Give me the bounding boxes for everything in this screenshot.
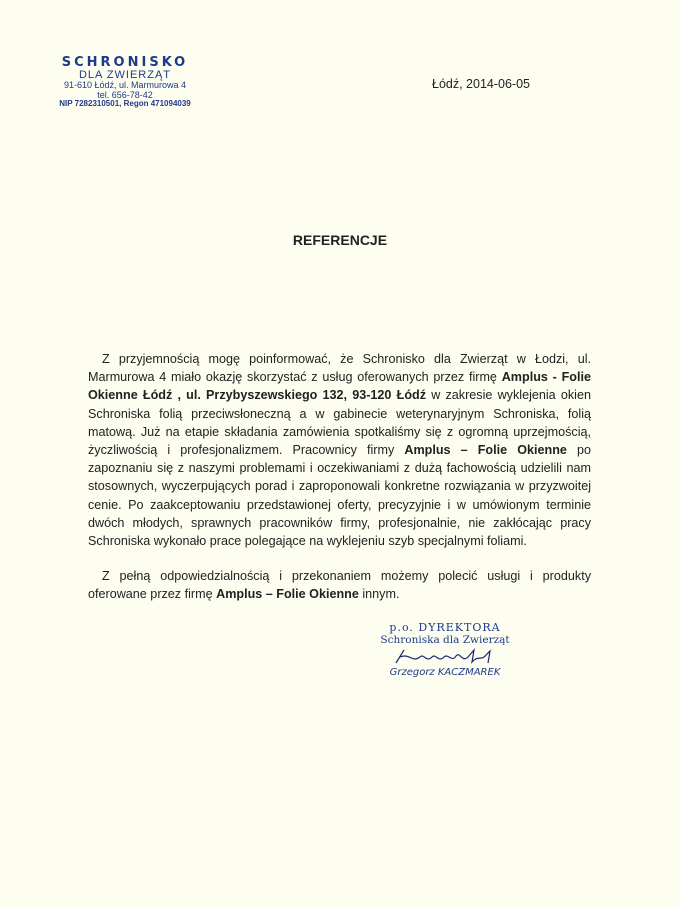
letter-body — [88, 350, 591, 604]
stamp-phone: tel. 656-78-42 — [97, 89, 153, 100]
p1-text: Z przyjemnością mogę poinformować, że Schronisko dla Zwierząt w Łodzi, ul. Marmurowa 4 miało okazję skorzystać z usług oferowanych przez firmę — [88, 352, 591, 385]
signature-name: Grzegorz KACZMAREK — [389, 666, 501, 678]
p1-company: Amplus – Folie Okienne — [404, 443, 567, 458]
p2-text: innym. — [358, 587, 400, 602]
p2-company: Amplus – Folie Okienne — [216, 587, 359, 602]
stamp-ids: NIP 7282310501, Regon 471094039 — [59, 99, 191, 109]
paragraph-1 — [88, 350, 591, 550]
handwritten-signature — [360, 647, 530, 667]
signature-stamp — [360, 621, 530, 679]
signature-org: Schroniska dla Zwierząt — [380, 634, 510, 647]
letter-date: Łódź, 2014-06-05 — [432, 77, 530, 91]
p1-text: w zakresie wyklejenia okien Schroniska folią przeciwsłoneczną a w gabinecie weterynaryjnym Schroniska, folią matową. Już na etapie składania zamówienia spotkaliśmy się z ogromną uprzejmością, życzliwością i profesjonalizmem. Pracownicy firmy — [88, 388, 591, 458]
stamp-subtitle: DLA ZWIERZĄT — [78, 68, 172, 81]
p1-text: po zapoznaniu się z naszymi problemami i oczekiwaniami z dużą fachowością udzielili nam stosownych, wyczerpujących porad i zaproponowali konkretne rozwiązania w przyzwoitej cenie. Po zaakceptowaniu przedstawionej oferty, precyzyjnie i w umówionym terminie dwóch młodych, sprawnych pracowników firmy, profesjonalnie, nie zakłócając pracy Schroniska wykonało prace polegające na wyklejeniu szyb specjalnymi foliami. — [88, 443, 592, 549]
stamp-name: SCHRONISKO — [61, 55, 189, 70]
document-title: REFERENCJE — [292, 232, 388, 248]
p1-company: Amplus - Folie Okienne Łódź , ul. Przybyszewskiego 132, 93-120 Łódź — [88, 370, 591, 403]
letterhead-stamp — [40, 56, 210, 108]
stamp-address: 91-610 Łódź, ul. Marmurowa 4 — [63, 80, 187, 91]
paragraph-2 — [88, 567, 591, 603]
p2-text: Z pełną odpowiedzialnością i przekonaniem możemy polecić usługi i produkty oferowane przez firmę — [88, 569, 591, 602]
signature-role: p.o. DYREKTORA — [389, 621, 501, 634]
